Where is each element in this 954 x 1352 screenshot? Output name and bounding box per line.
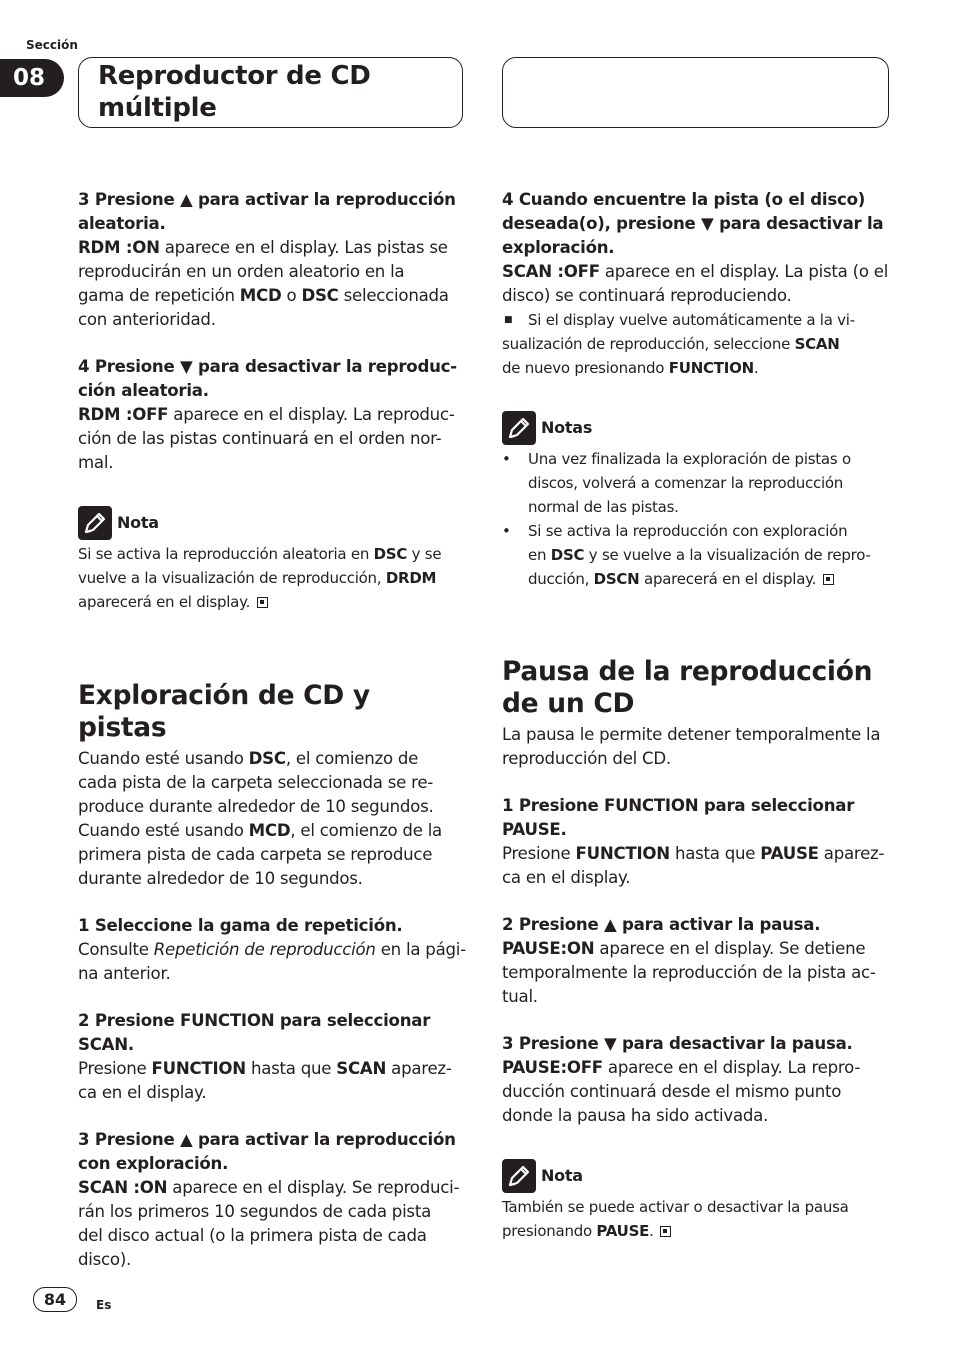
paragraph-line: primera pista de cada carpeta se reproduce	[78, 845, 433, 864]
paragraph-line: ducción continuará desde el mismo punto	[502, 1082, 842, 1101]
chapter-title-box	[78, 57, 463, 128]
step-title: aleatoria.	[78, 214, 166, 233]
paragraph-line: gama de repetición MCD o DSC seleccionada	[78, 286, 449, 305]
step-title: 3 Presione ▲ para activar la reproducción	[78, 1130, 456, 1149]
chapter-title-line2: múltiple	[98, 93, 217, 123]
pencil-icon	[502, 1159, 536, 1193]
sub-note: ■ Si el display vuelve automáticamente a la vi-	[502, 308, 890, 332]
paragraph-line: produce durante alrededor de 10 segundos.	[78, 797, 434, 816]
page-number: 84	[33, 1287, 77, 1312]
step-title: 3 Presione ▲ para activar la reproducción	[78, 190, 456, 209]
paragraph-line: disco) se continuará reproduciendo.	[502, 286, 792, 305]
step-title: ción aleatoria.	[78, 381, 209, 400]
right-column	[502, 188, 890, 591]
step-title: 2 Presione FUNCTION para seleccionar	[78, 1011, 431, 1030]
paragraph-line: RDM :OFF aparece en el display. La reproduc-	[78, 405, 455, 424]
paragraph-line: RDM :ON aparece en el display. Las pistas se	[78, 238, 448, 257]
step-title: 4 Cuando encuentre la pista (o el disco)	[502, 190, 866, 209]
note-title: Nota	[117, 513, 159, 532]
paragraph-line: ción de las pistas continuará en el orden nor-	[78, 429, 442, 448]
paragraph-line: Presione FUNCTION hasta que SCAN aparez-	[78, 1059, 452, 1078]
paragraph-line: donde la pausa ha sido activada.	[502, 1106, 769, 1125]
paragraph-line: La pausa le permite detener temporalmente la	[502, 725, 881, 744]
square-bullet-icon: ■	[504, 315, 513, 325]
pencil-icon	[502, 411, 536, 445]
paragraph-line: ca en el display.	[78, 1083, 207, 1102]
step-title: PAUSE.	[502, 820, 567, 839]
pencil-icon	[78, 506, 112, 540]
section-heading: Exploración de CD y pistas	[78, 680, 370, 743]
paragraph-line: PAUSE:OFF aparece en el display. La repro-	[502, 1058, 861, 1077]
paragraph-line: reproducirán en un orden aleatorio en la	[78, 262, 405, 281]
section-heading: Pausa de la reproducción	[502, 656, 873, 687]
paragraph-line: Cuando esté usando DSC, el comienzo de	[78, 749, 419, 768]
step-title: 2 Presione ▲ para activar la pausa.	[502, 915, 821, 934]
step-title: 1 Presione FUNCTION para seleccionar	[502, 796, 855, 815]
paragraph-line: con anterioridad.	[78, 310, 216, 329]
right-column-lower	[502, 656, 890, 1243]
section-label: Sección	[26, 38, 78, 52]
paragraph-line: disco).	[78, 1250, 132, 1269]
paragraph-line: mal.	[78, 453, 114, 472]
section-heading: de un CD	[502, 688, 635, 719]
note-title: Nota	[541, 1166, 583, 1185]
paragraph-line: temporalmente la reproducción de la pista ac-	[502, 963, 876, 982]
paragraph-line: Consulte Repetición de reproducción en la pági-	[78, 940, 466, 959]
chapter-title-line1: Reproductor de CD	[98, 61, 371, 91]
step-title: exploración.	[502, 238, 615, 257]
paragraph-line: cada pista de la carpeta seleccionada se re-	[78, 773, 434, 792]
end-mark-icon	[660, 1226, 671, 1237]
paragraph-line: tual.	[502, 987, 538, 1006]
left-column-lower	[78, 680, 466, 1272]
end-mark-icon	[257, 597, 268, 608]
section-number-badge: 08	[0, 59, 64, 97]
note-body: Si se activa la reproducción aleatoria en DSC y se vuelve a la visualización de reproducción, DRDM aparecerá en el display.	[78, 545, 442, 611]
notes-title: Notas	[541, 418, 593, 437]
paragraph-line: rán los primeros 10 segundos de cada pista	[78, 1202, 431, 1221]
step-title: 4 Presione ▼ para desactivar la reproduc-	[78, 357, 457, 376]
end-mark-icon	[823, 574, 834, 585]
notes-list	[502, 447, 890, 591]
paragraph-line: Presione FUNCTION hasta que PAUSE aparez-	[502, 844, 885, 863]
note-body: También se puede activar o desactivar la pausa presionando PAUSE.	[502, 1198, 849, 1240]
header-empty-box	[502, 57, 889, 128]
list-item: • Si se activa la reproducción con exploración en DSC y se vuelve a la visualización de repro- ducción, DSCN aparecerá en el display.	[502, 522, 871, 588]
step-title: 3 Presione ▼ para desactivar la pausa.	[502, 1034, 853, 1053]
step-title: deseada(o), presione ▼ para desactivar la	[502, 214, 884, 233]
paragraph-line: na anterior.	[78, 964, 171, 983]
paragraph-line: SCAN :OFF aparece en el display. La pista (o el	[502, 262, 889, 281]
left-column	[78, 188, 466, 614]
paragraph-line: ca en el display.	[502, 868, 631, 887]
paragraph-line: Cuando esté usando MCD, el comienzo de la	[78, 821, 442, 840]
step-title: 1 Seleccione la gama de repetición.	[78, 916, 403, 935]
notes-header	[502, 411, 890, 445]
sub-note-cont: sualización de reproducción, seleccione SCAN de nuevo presionando FUNCTION.	[502, 335, 840, 377]
paragraph-line: durante alrededor de 10 segundos.	[78, 869, 363, 888]
paragraph-line: del disco actual (o la primera pista de cada	[78, 1226, 427, 1245]
paragraph-line: PAUSE:ON aparece en el display. Se detiene	[502, 939, 866, 958]
paragraph-line: reproducción del CD.	[502, 749, 671, 768]
step-title: SCAN.	[78, 1035, 134, 1054]
paragraph-line: SCAN :ON aparece en el display. Se reproduci-	[78, 1178, 460, 1197]
language-code: Es	[96, 1298, 112, 1312]
list-item: • Una vez finalizada la exploración de pistas o discos, volverá a comenzar la reproducción normal de las pistas.	[502, 450, 851, 516]
note-header	[502, 1159, 890, 1193]
note-header	[78, 506, 466, 540]
step-title: con exploración.	[78, 1154, 229, 1173]
